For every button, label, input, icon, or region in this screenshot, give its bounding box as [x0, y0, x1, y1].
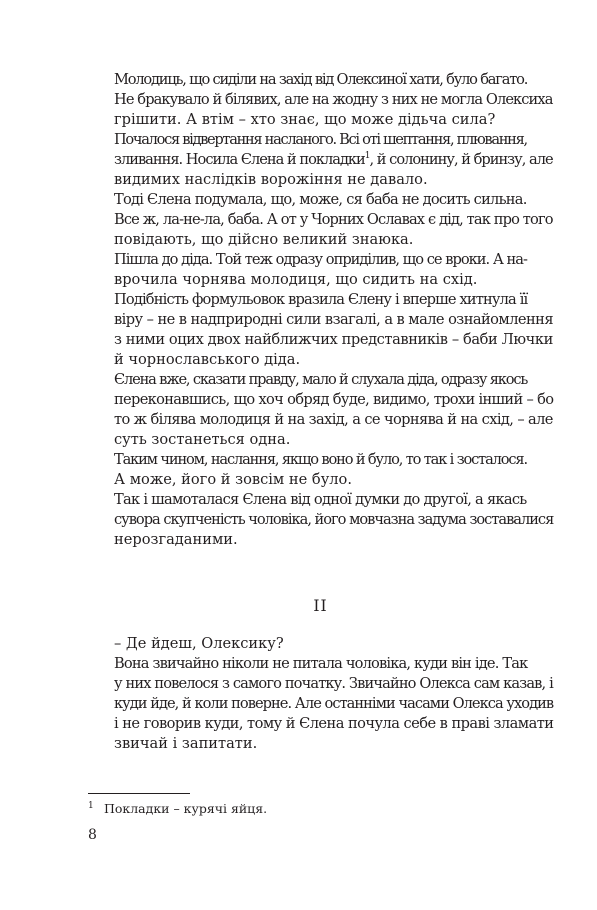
text-line: Вона звичайно ніколи не питала чоловіка, куди він іде. Так — [114, 655, 528, 672]
footnote-text: Покладки – курячі яйця. — [104, 801, 268, 816]
paragraph — [88, 634, 553, 654]
footnote-reference[interactable]: 1 — [364, 151, 370, 162]
text-line: А може, його й зовсім не було. — [114, 471, 352, 488]
text-line: видимих наслідків ворожіння не давало. — [114, 171, 428, 188]
text-line: сувора скупченість чоловіка, його мовчазна задума зоставалися — [114, 511, 554, 528]
footnote-marker: 1 — [88, 800, 94, 811]
text-line-with-footnote — [88, 150, 553, 170]
text-line: куди йде, й коли поверне. Але останніми часами Олекса уходив — [114, 695, 554, 712]
text-line: у них повелося з самого початку. Звичайно Олекса сам казав, і — [114, 675, 553, 692]
text-line: Пішла до діда. Той теж одразу оприділив, що се вроки. А на- — [114, 251, 527, 268]
paragraph — [88, 130, 553, 190]
text-line: Не бракувало й білявих, але на жодну з них не могла Олексиха — [114, 91, 553, 108]
text-line: суть зостанеться одна. — [114, 431, 291, 448]
text-line: Єлена вже, сказати правду, мало й слухала діда, одразу якось — [114, 371, 528, 388]
text-line: повідають, що дійсно великий знаюка. — [114, 231, 414, 248]
text-line: Таким чином, наслання, якщо воно й було, то так і зосталося. — [114, 451, 527, 468]
text-line: Так і шамоталася Єлена від одної думки до другої, а якась — [114, 491, 527, 508]
text-line: й чорнославського діда. — [114, 351, 301, 368]
text-line: врочила чорнява молодиця, що сидить на схід. — [114, 271, 478, 288]
text-line: переконавшись, що хоч обряд буде, видимо, трохи інший – бо — [114, 391, 554, 408]
text-line: Все ж, ла-не-ла, баба. А от у Чорних Ославах є дід, так про того — [114, 211, 553, 228]
paragraph — [88, 450, 553, 490]
paragraph — [88, 70, 553, 130]
page-number: 8 — [88, 827, 97, 843]
text-line: – Де йдеш, Олексику? — [114, 635, 284, 652]
text-line: Почалося відвертання насланого. Всі оті шептання, плювання, — [114, 131, 527, 148]
text-line: Молодиць, що сиділи на захід від Олексиної хати, було багато. — [114, 71, 528, 88]
chapter-heading: II — [313, 597, 328, 615]
paragraph — [88, 190, 553, 250]
text-line: віру – не в надприродні сили взагалі, а в мале ознайомлення — [114, 311, 553, 328]
main-text-top — [88, 70, 553, 550]
text-line: Подібність формульовок вразила Єлену і вперше хитнула її — [114, 291, 528, 308]
text-fragment: зливання. Носила Єлена й покладки — [114, 151, 365, 168]
paragraph — [88, 490, 553, 550]
paragraph — [88, 250, 553, 290]
footnote — [88, 801, 553, 817]
paragraph — [88, 654, 553, 754]
text-fragment: , й солонину, й бринзу, але — [369, 151, 553, 168]
text-line: грішити. А втім – хто знає, що може дідьча сила? — [114, 111, 496, 128]
paragraph — [88, 290, 553, 370]
text-line: звичай і запитати. — [114, 735, 258, 752]
text-line: нерозгаданими. — [114, 531, 238, 548]
main-text-bottom — [88, 634, 553, 754]
text-line: Тоді Єлена подумала, що, може, ся баба не досить сильна. — [114, 191, 527, 208]
text-line: з ними оцих двох найближчих представників – баби Лючки — [114, 331, 553, 348]
paragraph — [88, 370, 553, 450]
text-line: і не говорив куди, тому й Єлена почула себе в праві зламати — [114, 715, 554, 732]
text-line: то ж білява молодиця й на захід, а се чорнява й на схід, – але — [114, 411, 553, 428]
footnote-divider — [88, 793, 190, 794]
